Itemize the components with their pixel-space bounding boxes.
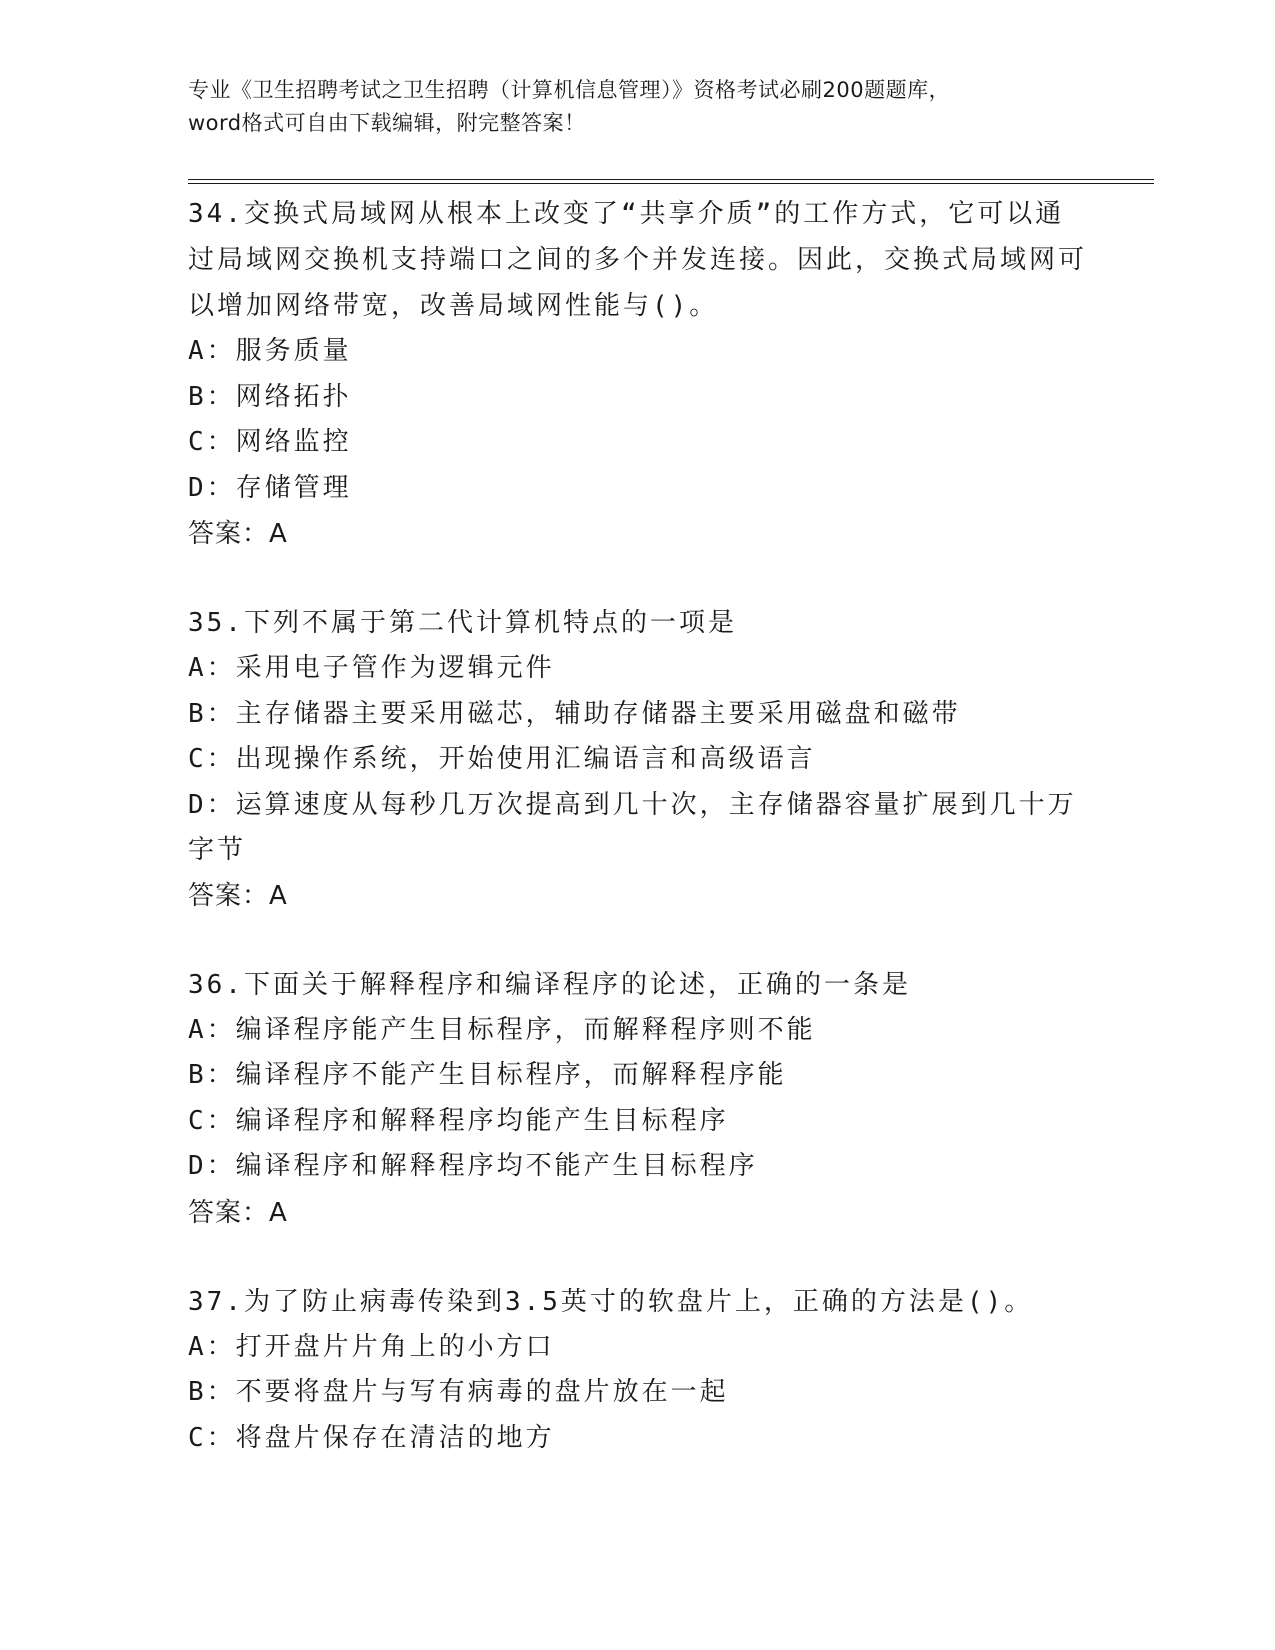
option-a: A：打开盘片片角上的小方口 <box>188 1331 555 1362</box>
question-spacer <box>188 557 1088 600</box>
option-b: B：不要将盘片与写有病毒的盘片放在一起 <box>188 1377 729 1407</box>
question-stem: 37.为了防止病毒传染到3.5英寸的软盘片上，正确的方法是()。 <box>188 1286 1034 1317</box>
question-37 <box>188 1279 1088 1462</box>
option-c: C：将盘片保存在清洁的地方 <box>188 1422 555 1453</box>
question-stem: 34.交换式局域网从根本上改变了“共享介质”的工作方式，它可以通过局域网交换机支持端口之间的多个并发连接。因此，交换式局域网可以增加网络带宽，改善局域网性能与()。 <box>188 199 1088 321</box>
option-b: B：编译程序不能产生目标程序，而解释程序能 <box>188 1060 787 1090</box>
answer-line: 答案：A <box>188 880 288 911</box>
option-c: C：出现操作系统，开始使用汇编语言和高级语言 <box>188 744 816 774</box>
option-a: A：服务质量 <box>188 336 352 366</box>
answer-line: 答案：A <box>188 1197 288 1228</box>
option-b: B：网络拓扑 <box>188 381 352 412</box>
question-list <box>188 191 1088 1461</box>
option-d: D：运算速度从每秒几万次提高到几十次，主存储器容量扩展到几十万字节 <box>188 789 1077 865</box>
question-spacer <box>188 1236 1088 1279</box>
header-title-line-1: 专业《卫生招聘考试之卫生招聘（计算机信息管理）》资格考试必刷200题题库， <box>188 78 951 102</box>
question-stem: 35.下列不属于第二代计算机特点的一项是 <box>188 608 737 638</box>
question-35 <box>188 600 1088 919</box>
document-header <box>188 74 1088 140</box>
header-title-line-2: word格式可自由下载编辑，附完整答案！ <box>188 111 586 135</box>
question-stem: 36.下面关于解释程序和编译程序的论述，正确的一条是 <box>188 969 911 1000</box>
option-c: C：编译程序和解释程序均能产生目标程序 <box>188 1105 729 1136</box>
option-a: A：采用电子管作为逻辑元件 <box>188 653 555 683</box>
answer-line: 答案：A <box>188 519 288 549</box>
question-36 <box>188 962 1088 1236</box>
option-d: D：编译程序和解释程序均不能产生目标程序 <box>188 1151 758 1181</box>
option-a: A：编译程序能产生目标程序，而解释程序则不能 <box>188 1014 816 1045</box>
option-c: C：网络监控 <box>188 427 352 457</box>
question-34 <box>188 191 1088 557</box>
option-b: B：主存储器主要采用磁芯，辅助存储器主要采用磁盘和磁带 <box>188 698 961 729</box>
header-divider-top <box>188 179 1154 180</box>
option-d: D：存储管理 <box>188 472 352 503</box>
question-spacer <box>188 919 1088 962</box>
header-divider-bottom <box>188 183 1154 184</box>
